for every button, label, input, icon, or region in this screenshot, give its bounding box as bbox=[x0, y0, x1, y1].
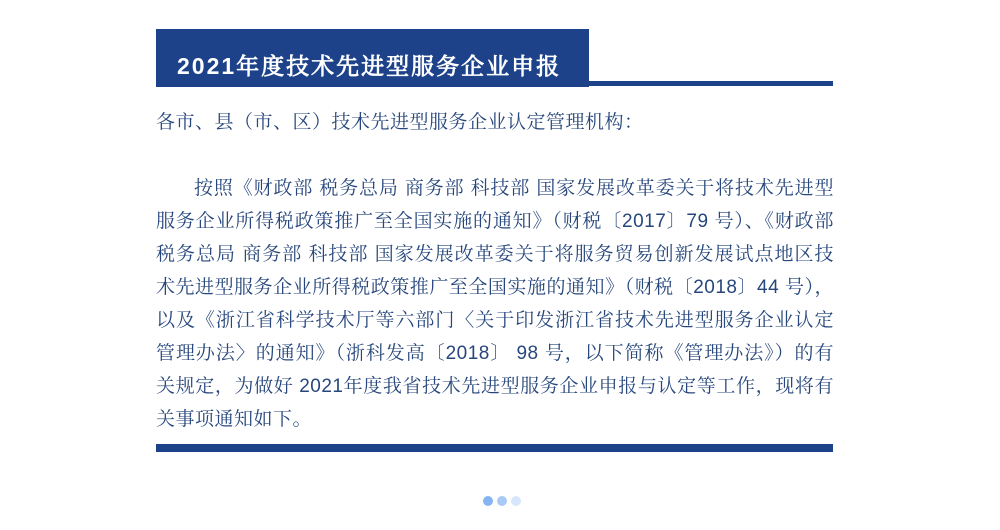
carousel-pagination bbox=[483, 496, 521, 506]
carousel-dot[interactable] bbox=[497, 496, 507, 506]
salutation-line: 各市、县（市、区）技术先进型服务企业认定管理机构： bbox=[156, 112, 644, 133]
bottom-divider bbox=[156, 444, 833, 452]
title-banner bbox=[156, 29, 589, 87]
carousel-dot[interactable] bbox=[511, 496, 521, 506]
page-title: 2021年度技术先进型服务企业申报 bbox=[177, 53, 562, 79]
carousel-dot[interactable] bbox=[483, 496, 493, 506]
notice-body-paragraph: 按照《财政部 税务总局 商务部 科技部 国家发展改革委关于将技术先进型服务企业所得税政策推广至全国实施的通知》（财税〔2017〕79 号）、《财政部 税务总局 商务部 科技部 国家发展改革委关于将服务贸易创新发展试点地区技术先进型服务企业所得税政策推广至全国实施的通知》（财税〔2018〕44 号），以及《浙江省科学技术厅等六部门〈关于印发浙江省技术先进型服务企业认定管理办法〉的通知》（浙科发高〔2018〕 98 号，以下简称《管理办法》）的有关规定，为做好 2021年度我省技术先进型服务企业申报与认定等工作，现将有关事项通知如下。 bbox=[156, 178, 834, 430]
title-underline bbox=[589, 81, 833, 86]
